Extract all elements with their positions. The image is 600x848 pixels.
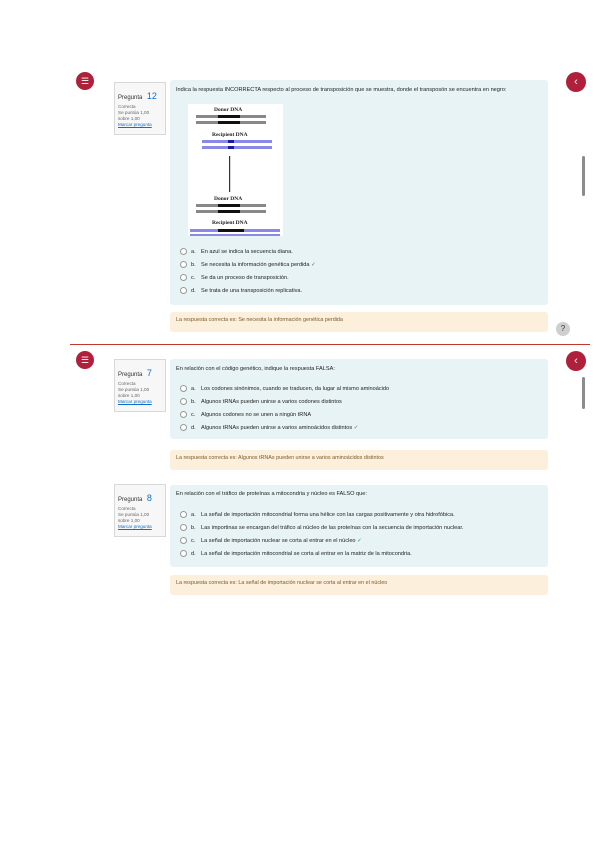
question-info-7 — [114, 359, 166, 412]
quiz-panel-top — [70, 68, 590, 343]
question-number: 8 — [146, 493, 152, 503]
chevron-left-icon: ‹ — [574, 76, 578, 88]
question-prompt: En relación con el código genético, indique la respuesta FALSA: — [176, 366, 335, 372]
radio-button[interactable] — [180, 248, 187, 255]
question-status: Correcta — [118, 104, 136, 109]
radio-button[interactable] — [180, 398, 187, 405]
quiz-panel-bottom — [70, 347, 590, 604]
flag-question-link[interactable]: Marcar pregunta — [118, 122, 152, 127]
question-prompt: Indica la respuesta INCORRECTA respecto al proceso de transposición que se muestra, donde el transposón se encuentra en negro: — [176, 87, 507, 93]
option-text: Algunos tRNAs pueden unirse a varios aminoácidos distintos — [201, 424, 353, 431]
recipient-dna-label-2: Recipient DNA — [212, 220, 248, 226]
check-icon: ✓ — [357, 537, 362, 544]
radio-button[interactable] — [180, 261, 187, 268]
answer-option[interactable] — [180, 424, 358, 431]
answer-option[interactable] — [180, 274, 289, 281]
answer-option[interactable] — [180, 398, 342, 405]
check-icon: ✓ — [353, 424, 359, 431]
option-letter: c. — [191, 411, 196, 418]
answer-option[interactable] — [180, 550, 412, 557]
recipient-dna-label-1: Recipient DNA — [212, 132, 248, 138]
flag-question-link[interactable]: Marcar pregunta — [118, 399, 152, 404]
drawer-menu-button[interactable] — [76, 72, 94, 90]
question-info-12 — [114, 82, 166, 135]
option-text: Algunos codones no se unen a ningún tRNA — [201, 411, 312, 418]
question-score: Se puntúa 1,00 — [118, 512, 150, 517]
option-letter: a. — [191, 248, 196, 255]
answer-option[interactable] — [180, 411, 311, 418]
scrollbar[interactable] — [582, 377, 585, 409]
hamburger-icon: ☰ — [80, 355, 90, 365]
transposition-diagram — [188, 104, 283, 236]
question-score: Se puntúa 1,00 — [118, 387, 150, 392]
feedback-box: La respuesta correcta es: La señal de importación nuclear se corta al entrar en el núcleo — [170, 575, 548, 595]
chevron-left-icon: ‹ — [574, 355, 578, 367]
feedback-box: La respuesta correcta es: Se necesita la información genética perdida — [170, 312, 548, 332]
question-heading — [118, 488, 162, 506]
question-heading — [118, 86, 162, 104]
option-letter: a. — [191, 385, 196, 392]
donor-dna-label-1: Donor DNA — [214, 107, 243, 113]
question-score-of: sobre 1,00 — [118, 116, 140, 121]
radio-button[interactable] — [180, 524, 187, 531]
donor-dna-label-2: Donor DNA — [214, 196, 243, 202]
radio-button[interactable] — [180, 537, 187, 544]
question-label: Pregunta — [118, 372, 143, 378]
question-number: 12 — [146, 91, 157, 101]
option-text: Se trata de una transposición replicativa. — [201, 287, 303, 294]
question-status: Correcta — [118, 506, 136, 511]
question-label: Pregunta — [118, 497, 143, 503]
answer-option[interactable] — [180, 385, 389, 392]
option-text: Se da un proceso de transposición. — [201, 274, 289, 281]
question-score: Se puntúa 1,00 — [118, 110, 150, 115]
drawer-menu-button[interactable] — [76, 351, 94, 369]
answer-option[interactable] — [180, 248, 293, 255]
check-icon: ✓ — [311, 261, 316, 268]
question-number: 7 — [146, 368, 152, 378]
option-letter: d. — [191, 287, 196, 294]
radio-button[interactable] — [180, 550, 187, 557]
option-text: Los codones sinónimos, cuando se traducen, da lugar al mismo aminoácido — [201, 385, 390, 392]
option-text: Se necesita la información genética perdida — [201, 261, 310, 268]
option-letter: d. — [191, 550, 196, 557]
answer-option[interactable] — [180, 287, 302, 294]
option-letter: b. — [191, 261, 196, 268]
option-letter: d. — [191, 424, 196, 431]
option-letter: a. — [191, 511, 196, 518]
question-info-8 — [114, 484, 166, 537]
answer-option[interactable] — [180, 524, 463, 531]
question-label: Pregunta — [118, 95, 143, 101]
radio-button[interactable] — [180, 411, 187, 418]
option-letter: b. — [191, 398, 196, 405]
question-icon: ? — [560, 324, 566, 333]
answer-option[interactable] — [180, 537, 362, 544]
question-prompt: En relación con el tráfico de proteínas a mitocondria y núcleo es FALSO que: — [176, 491, 367, 497]
question-status: Correcta — [118, 381, 136, 386]
hamburger-icon: ☰ — [80, 76, 90, 86]
radio-button[interactable] — [180, 274, 187, 281]
flag-question-link[interactable]: Marcar pregunta — [118, 524, 152, 529]
option-text: La señal de importación nuclear se corta al entrar en el núcleo — [201, 537, 356, 544]
transposition-figure — [188, 104, 283, 236]
radio-button[interactable] — [180, 511, 187, 518]
radio-button[interactable] — [180, 424, 187, 431]
scrollbar[interactable] — [582, 156, 585, 196]
option-text: Las importinas se encargan del tráfico al núcleo de las proteínas con la secuencia de importación nuclear. — [201, 524, 464, 531]
radio-button[interactable] — [180, 287, 187, 294]
question-heading — [118, 363, 162, 381]
block-toggle-button[interactable] — [566, 72, 586, 92]
block-toggle-button[interactable] — [566, 351, 586, 371]
option-text: En azul se indica la secuencia diana. — [201, 248, 293, 255]
answer-option[interactable] — [180, 511, 455, 518]
option-text: La señal de importación mitocondrial se corta al entrar en la matriz de la mitocondria. — [201, 550, 412, 557]
question-score-of: sobre 1,00 — [118, 393, 140, 398]
section-divider — [70, 344, 590, 345]
question-score-of: sobre 1,00 — [118, 518, 140, 523]
option-letter: c. — [191, 537, 196, 544]
feedback-box: La respuesta correcta es: Algunos tRNAs pueden unirse a varios aminoácidos distintos — [170, 450, 548, 470]
option-letter: c. — [191, 274, 196, 281]
option-text: Algunos tRNAs pueden unirse a varios codones distintos — [201, 398, 342, 405]
option-text: La señal de importación mitocondrial forma una hélice con las cargas positivamente y otra hidrofóbica. — [201, 511, 455, 518]
radio-button[interactable] — [180, 385, 187, 392]
answer-option[interactable] — [180, 261, 316, 268]
help-button[interactable] — [556, 322, 570, 336]
option-letter: b. — [191, 524, 196, 531]
